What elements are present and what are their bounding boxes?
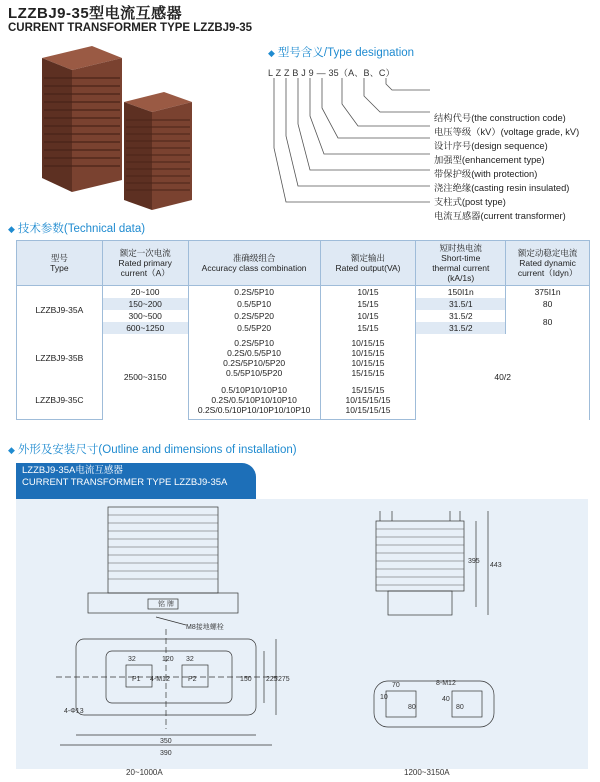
col-header-type: 型号 Type	[17, 241, 103, 286]
dynamic-cell: 80	[506, 310, 590, 334]
svg-text:70: 70	[392, 682, 400, 689]
output-cell: 15/15	[320, 322, 416, 334]
page-subtitle: CURRENT TRANSFORMER TYPE LZZBJ9-35	[8, 22, 253, 34]
legend-item: 结构代号(the construction code)	[434, 113, 566, 123]
table-row	[17, 286, 590, 298]
col-header-accuracy: 准确级组合 Accuracy class combination	[188, 241, 320, 286]
front-view-body	[108, 507, 218, 593]
dynamic-cell: 80	[506, 298, 590, 310]
caption-left: 20~1000A	[126, 768, 163, 777]
table-row	[17, 298, 590, 310]
svg-text:120: 120	[162, 656, 174, 663]
type-designation-heading: ◆ 型号含义/Type designation	[268, 47, 415, 59]
svg-text:32: 32	[128, 656, 136, 663]
svg-text:4-Φ13: 4-Φ13	[64, 708, 84, 715]
col-header-thermal: 短时热电流 Short-time thermal current (kA/1s)	[416, 241, 506, 286]
legend-item: 电流互感器(current transformer)	[434, 211, 566, 221]
type-cell: LZZBJ9-35C	[17, 382, 103, 420]
accuracy-cell: 0.2S/5P20	[188, 310, 320, 322]
output-cell: 10/15/15 10/15/15 10/15/15 15/15/15	[320, 334, 416, 382]
side-view-base	[388, 591, 452, 615]
table-row	[17, 310, 590, 322]
svg-text:4-M12: 4-M12	[150, 676, 170, 683]
output-cell: 15/15/15 10/15/15/15 10/15/15/15	[320, 382, 416, 420]
current-cell: 600~1250	[102, 322, 188, 334]
svg-text:80: 80	[456, 704, 464, 711]
current-cell: 300~500	[102, 310, 188, 322]
svg-text:350: 350	[160, 738, 172, 745]
accuracy-cell: 0.2S/5P10 0.2S/0.5/5P10 0.2S/5P10/5P20 0.5/5P10/5P20	[188, 334, 320, 382]
table-row	[17, 334, 590, 382]
current-cell: 150~200	[102, 298, 188, 310]
svg-text:40: 40	[442, 696, 450, 703]
table-row	[17, 322, 590, 334]
svg-text:P1: P1	[132, 676, 141, 683]
accuracy-cell: 0.5/10P10/10P10 0.2S/0.5/10P10/10P10 0.2S/0.5/10P10/10P10/10P10	[188, 382, 320, 420]
output-cell: 15/15	[320, 298, 416, 310]
accuracy-cell: 0.5/5P20	[188, 322, 320, 334]
col-header-current: 额定一次电流 Rated primary current（A）	[102, 241, 188, 286]
col-header-output: 额定输出 Rated output(VA)	[320, 241, 416, 286]
transformer-unit-right	[124, 92, 192, 210]
ground-bolt-label: M8接地螺栓	[186, 624, 224, 631]
outline-heading: ◆ 外形及安装尺寸(Outline and dimensions of installation)	[8, 444, 297, 456]
svg-text:8-M12: 8-M12	[436, 680, 456, 687]
accuracy-cell: 0.2S/5P10	[188, 286, 320, 298]
nameplate-label: 铭 牌	[158, 601, 174, 608]
current-cell: 2500~3150	[102, 334, 188, 420]
thermal-cell: 31.5/2	[416, 322, 506, 334]
svg-text:10: 10	[380, 694, 388, 701]
svg-text:P2: P2	[188, 676, 197, 683]
product-photo	[14, 40, 234, 220]
legend-item: 支柱式(post type)	[434, 197, 506, 207]
svg-text:443: 443	[490, 562, 502, 569]
accuracy-cell: 0.5/5P10	[188, 298, 320, 310]
diamond-bullet-icon: ◆	[268, 48, 275, 58]
thermal-cell: 31.5/1	[416, 298, 506, 310]
svg-text:390: 390	[160, 750, 172, 757]
svg-text:395: 395	[468, 558, 480, 565]
type-cell: LZZBJ9-35A	[17, 286, 103, 334]
legend-item: 浇注绝缘(casting resin insulated)	[434, 183, 570, 193]
designation-leader-lines	[268, 78, 438, 212]
thermal-cell: 150I1n	[416, 286, 506, 298]
side-view-body	[376, 521, 464, 591]
dynamic-cell: 375I1n	[506, 286, 590, 298]
svg-text:275: 275	[278, 676, 290, 683]
banner-title-en: CURRENT TRANSFORMER TYPE LZZBJ9-35A	[22, 477, 228, 488]
legend-item: 设计序号(design sequence)	[434, 141, 548, 151]
diamond-bullet-icon: ◆	[8, 224, 15, 234]
legend-item: 带保护级(with protection)	[434, 169, 538, 179]
diamond-bullet-icon: ◆	[8, 445, 15, 455]
thermal-cell: 31.5/2	[416, 310, 506, 322]
svg-text:32: 32	[186, 656, 194, 663]
current-cell: 20~100	[102, 286, 188, 298]
svg-text:80: 80	[408, 704, 416, 711]
caption-right: 1200~3150A	[404, 768, 450, 777]
technical-data-heading: ◆ 技术参数(Technical data)	[8, 223, 146, 235]
drawing-banner	[16, 463, 256, 499]
type-code: L Z Z B J 9 — 35（A、B、C）	[268, 68, 395, 78]
svg-text:150: 150	[240, 676, 252, 683]
col-header-dynamic: 额定动稳定电流 Rated dynamic current（Idyn）	[506, 241, 590, 286]
transformer-unit-left	[42, 46, 122, 192]
svg-text:225: 225	[266, 676, 278, 683]
type-cell: LZZBJ9-35B	[17, 334, 103, 382]
thermal-dynamic-cell: 40/2	[416, 334, 590, 420]
output-cell: 10/15	[320, 310, 416, 322]
table-header-row	[17, 241, 590, 286]
technical-data-table	[16, 240, 590, 420]
page-title: LZZBJ9-35型电流互感器	[8, 5, 183, 22]
banner-title-cn: LZZBJ9-35A电流互感器	[22, 465, 123, 476]
dimension-drawing	[16, 499, 588, 769]
output-cell: 10/15	[320, 286, 416, 298]
legend-item: 电压等级（kV）(voltage grade, kV)	[434, 127, 580, 137]
legend-item: 加强型(enhancement type)	[434, 155, 545, 165]
